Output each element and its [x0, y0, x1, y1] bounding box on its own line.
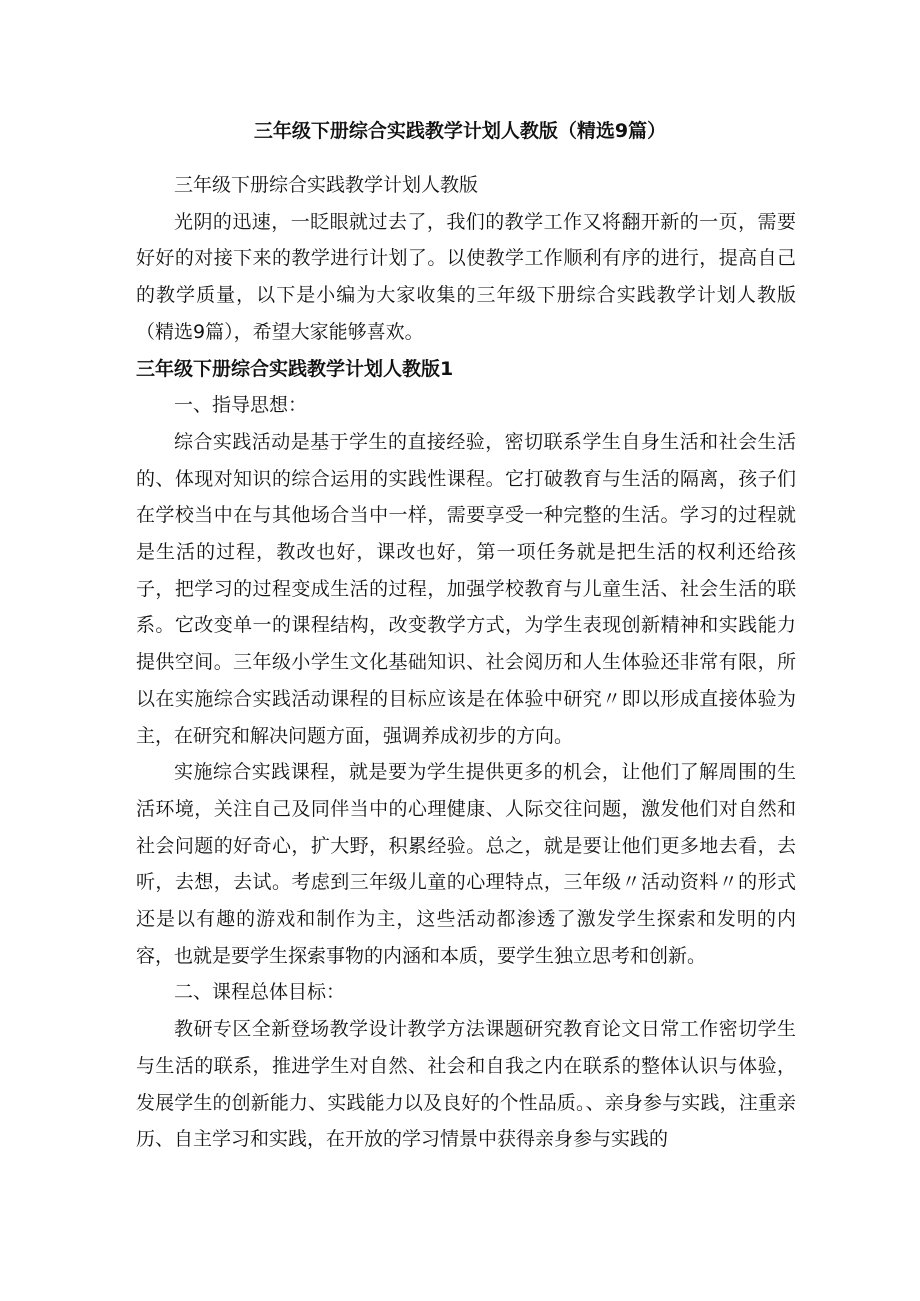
intro-paragraph: 光阴的迅速，一眨眼就过去了，我们的教学工作又将翻开新的一页，需要好好的对接下来的教学进行计划了。以使教学工作顺利有序的进行，提高自己的教学质量，以下是小编为大家收集的三年级下册综合实践教学计划人教版（精选9篇），希望大家能够喜欢。 [136, 210, 796, 343]
document-subtitle: 三年级下册综合实践教学计划人教版 [174, 174, 479, 196]
part1-paragraph-1: 综合实践活动是基于学生的直接经验，密切联系学生自身生活和社会生活的、体现对知识的综合运用的实践性课程。它打破教育与生活的隔离，孩子们在学校当中在与其他场合当中一样，需要享受一种完整的生活。学习的过程就是生活的过程，教改也好，课改也好，第一项任务就是把生活的权利还给孩子，把学习的过程变成生活的过程，加强学校教育与儿童生活、社会生活的联系。它改变单一的课程结构，改变教学方式，为学生表现创新精神和实践能力提供空间。三年级小学生文化基础知识、社会阅历和人生体验还非常有限，所以在实施综合实践活动课程的目标应该是在体验中研究〃即以形成直接体验为主，在研究和解决问题方面，强调养成初步的方向。 [136, 430, 796, 747]
part1-heading: 一、指导思想： [174, 394, 308, 417]
part2-heading: 二、课程总体目标： [174, 981, 346, 1004]
section-heading: 三年级下册综合实践教学计划人教版1 [136, 357, 454, 380]
document-title: 三年级下册综合实践教学计划人教版（精选9篇） [253, 120, 667, 142]
document-body [136, 167, 796, 1158]
part1-paragraph-2: 实施综合实践课程，就是要为学生提供更多的机会，让他们了解周围的生活环境，关注自己及同伴当中的心理健康、人际交往问题，激发他们对自然和社会问题的好奇心，扩大野，积累经验。总之，就是要让他们更多地去看，去听，去想，去试。考虑到三年级儿童的心理特点，三年级〃活动资料〃的形式还是以有趣的游戏和制作为主，这些活动都渗透了激发学生探索和发明的内容，也就是要学生探索事物的内涵和本质，要学生独立思考和创新。 [136, 761, 796, 967]
part2-paragraph-1: 教研专区全新登场教学设计教学方法课题研究教育论文日常工作密切学生与生活的联系，推进学生对自然、社会和自我之内在联系的整体认识与体验，发展学生的创新能力、实践能力以及良好的个性品质。、亲身参与实践，注重亲历、自主学习和实践，在开放的学习情景中获得亲身参与实践的 [136, 1018, 796, 1151]
